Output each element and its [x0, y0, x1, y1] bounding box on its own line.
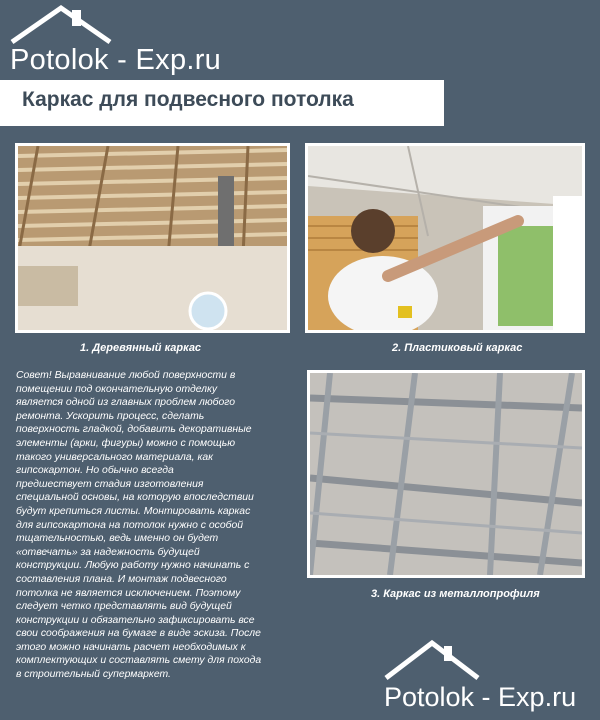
logo-text: Potolok - Exp.ru: [10, 44, 222, 76]
advice-text: [16, 369, 298, 682]
logo-text: Potolok - Exp.ru: [384, 682, 577, 712]
advice-line: комплектующих и составлять смету для похода: [16, 655, 262, 667]
site-logo-top[interactable]: [6, 4, 236, 80]
site-logo-bottom[interactable]: [382, 638, 597, 718]
page-title: Каркас для подвесного потолка: [22, 88, 354, 111]
house-roof-icon: [382, 638, 482, 682]
advice-line: свои соображения на бумаге в виде эскиза. После: [16, 628, 261, 640]
advice-line: Совет! Выравнивание любой поверхности в: [16, 370, 236, 381]
caption-plastic-frame: 2. Пластиковый каркас: [392, 342, 523, 354]
advice-line: элементы (арки, фигуры) можно с помощью: [16, 437, 236, 449]
advice-line: в строительный супермаркет.: [16, 669, 171, 681]
advice-line: такого универсального материала, как: [16, 451, 214, 463]
advice-line: составления плана. И монтаж подвесного: [16, 573, 227, 585]
advice-line: для гипсокартона на потолок нужно с особой: [16, 519, 244, 531]
advice-line: поверхность гладкой, добавить декоративные: [16, 424, 252, 436]
metal-frame-photo: [307, 370, 585, 578]
caption-metal-frame: 3. Каркас из металлопрофиля: [371, 588, 540, 600]
advice-line: конструкции. Любую работу нужно начинать с: [16, 560, 250, 572]
advice-line: следует четко представлять вид будущей: [16, 601, 232, 613]
advice-line: конструкции и обязательно зафиксировать все: [16, 614, 255, 626]
advice-line: «отвечать» за надежность будущей: [16, 546, 200, 558]
advice-line: гипсокартон. Но обычно всегда: [16, 465, 174, 477]
advice-line: специальной основы, на которую впоследствии: [16, 492, 254, 504]
advice-line: будут крепиться листы. Монтировать каркас: [16, 505, 251, 517]
advice-line: является одной из главных проблем любого: [16, 397, 236, 409]
caption-wooden-frame: 1. Деревянный каркас: [80, 342, 202, 354]
wooden-frame-photo: [15, 143, 290, 333]
advice-line: ремонта. Ускорить процесс, сделать: [16, 410, 205, 422]
advice-line: предшествует стадия изготовления: [16, 478, 204, 490]
house-roof-icon: [6, 4, 116, 46]
plastic-frame-photo: [305, 143, 585, 333]
advice-line: потолка не является исключением. Поэтому: [16, 587, 241, 599]
advice-line: помещении под окончательную отделку: [16, 383, 218, 395]
advice-line: этого можно начинать расчет необходимых к: [16, 641, 246, 653]
advice-line: тщательностью, ведь именно он будет: [16, 533, 219, 545]
title-bar: [0, 80, 444, 126]
